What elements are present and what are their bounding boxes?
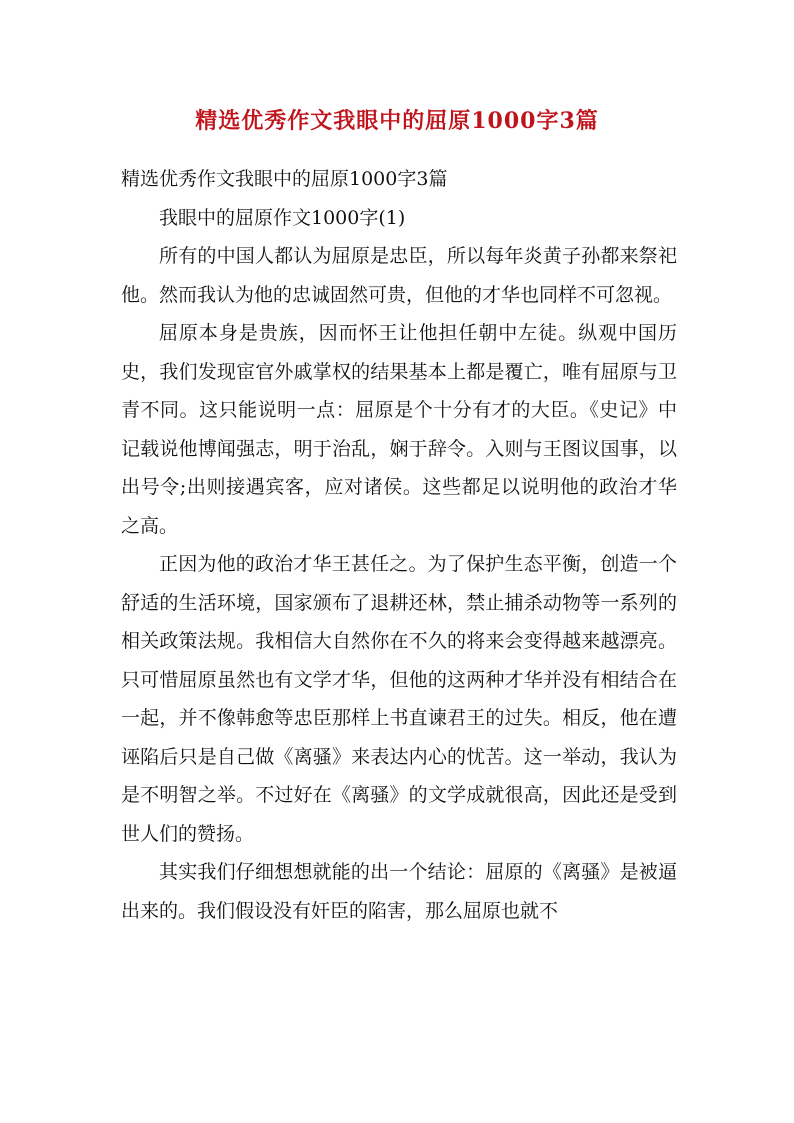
paragraph-4: 其实我们仔细想想就能的出一个结论：屈原的《离骚》是被逼出来的。我们假设没有奸臣的陷害，那么屈原也就不 xyxy=(121,861,677,922)
paragraph-1: 所有的中国人都认为屈原是忠臣，所以每年炎黄子孙都来祭祀他。然而我认为他的忠诚固然可贵，但他的才华也同样不可忽视。 xyxy=(121,245,677,306)
paragraph-3: 正因为他的政治才华王甚任之。为了保护生态平衡，创造一个舒适的生活环境，国家颁布了退耕还林，禁止捕杀动物等一系列的相关政策法规。我相信大自然你在不久的将来会变得越来越漂亮。只可惜屈原虽然也有文学才华，但他的这两种才华并没有相结合在一起，并不像韩愈等忠臣那样上书直谏君王的过失。相反，他在遭诬陷后只是自己做《离骚》来表达内心的忧苦。这一举动，我认为是不明智之举。不过好在《离骚》的文学成就很高，因此还是受到世人们的赞扬。 xyxy=(121,553,677,845)
document-title: 精选优秀作文我眼中的屈原1000字3篇 xyxy=(195,108,599,134)
document-subtitle: 精选优秀作文我眼中的屈原1000字3篇 xyxy=(121,168,448,190)
essay-heading: 我眼中的屈原作文1000字(1) xyxy=(159,206,406,229)
paragraph-2: 屈原本身是贵族，因而怀王让他担任朝中左徒。纵观中国历史，我们发现宦官外戚掌权的结果基本上都是覆亡，唯有屈原与卫青不同。这只能说明一点：屈原是个十分有才的大臣。《史记》中记载说他博闻强志，明于治乱，娴于辞令。入则与王图议国事，以出号令;出则接遇宾客，应对诸侯。这些都足以说明他的政治才华之高。 xyxy=(121,322,677,537)
document-body xyxy=(121,160,677,930)
